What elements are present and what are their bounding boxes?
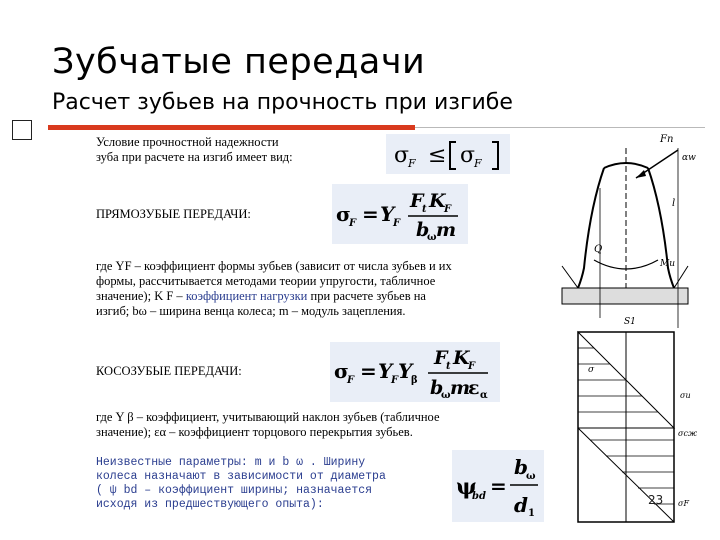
formula-spur: [332, 184, 468, 244]
formula-sub: ω: [526, 471, 536, 482]
formula-sub: F: [408, 157, 416, 170]
formula-sub: α: [480, 390, 488, 401]
formula-sigma: σ: [394, 143, 410, 168]
formula-helical: [330, 342, 500, 402]
formula-sub: F: [391, 375, 399, 386]
formula-sub: F: [444, 204, 452, 215]
formula-eps: ε: [468, 377, 480, 399]
formula-d: d: [514, 493, 528, 517]
title-underline-accent: [48, 125, 415, 130]
formula-b: b: [430, 377, 444, 399]
label-sigma-compress: σсж: [678, 429, 698, 438]
formula-sub: t: [422, 204, 427, 215]
spur-line-3-end: при расчете зубьев на: [307, 289, 426, 303]
slide-title: Зубчатые передачи: [52, 42, 426, 82]
formula-k: K: [429, 190, 446, 212]
formula-sub: F: [468, 361, 476, 372]
formula-eq: =: [490, 474, 507, 498]
spur-heading: ПРЯМОЗУБЫЕ ПЕРЕДАЧИ:: [96, 207, 251, 221]
formula-ft: F: [434, 347, 448, 369]
page-number: 23: [648, 493, 664, 507]
unknown-parameters-text: [96, 456, 436, 512]
formula-strength-condition: [386, 134, 510, 174]
label-sigma: σ: [588, 365, 595, 375]
label-length: l: [672, 198, 676, 209]
formula-psi: ψ: [456, 474, 477, 500]
helical-description: [96, 410, 556, 440]
formula-eq: =: [360, 359, 377, 383]
helical-line-2: значение); εα – коэффициент торцового перекрытия зубьев.: [96, 425, 413, 439]
formula-y: Y: [378, 359, 393, 383]
label-s1: S1: [624, 317, 636, 327]
formula-sigma: σ: [336, 202, 351, 226]
formula-k: K: [453, 347, 470, 369]
spur-line-2: формы, рассчитывается методами теории упругости, табличное: [96, 274, 436, 288]
formula-eq: =: [362, 202, 379, 226]
label-moment: Mu: [660, 259, 676, 269]
label-sigma-f: σF: [678, 499, 690, 508]
formula-sub: β: [411, 375, 418, 386]
formula-bracket-right: [492, 142, 498, 169]
spur-line-3: [96, 289, 556, 304]
formula-b: b: [514, 455, 528, 479]
formula-bracket-left: [450, 142, 456, 169]
helical-heading: КОСОЗУБЫЕ ПЕРЕДАЧИ:: [96, 364, 242, 378]
formula-ft: F: [410, 190, 424, 212]
spur-line-1: где YF – коэффициент формы зубьев (зависит от числа зубьев и их: [96, 259, 452, 273]
formula-m: m: [450, 377, 471, 399]
formula-sub: ω: [427, 232, 437, 243]
label-alpha-w: αw: [682, 153, 696, 163]
formula-sub: 1: [528, 508, 535, 519]
formula-sub: t: [446, 361, 451, 372]
label-force-fn: Fn: [660, 134, 674, 145]
condition-line-1: Условие прочностной надежности: [96, 135, 279, 149]
formula-sub: F: [474, 157, 482, 170]
formula-m: m: [436, 219, 457, 241]
formula-b: b: [416, 219, 430, 241]
spur-line-4: изгиб; bω – ширина венца колеса; m – модуль зацепления.: [96, 304, 406, 318]
spur-line-3-start: значение); K F –: [96, 289, 186, 303]
formula-width-coefficient: [452, 450, 544, 522]
formula-y-beta: Y: [398, 359, 413, 383]
condition-text: [96, 135, 293, 165]
formula-y: Y: [380, 202, 395, 226]
unknown-line-4: исходя из предшествующего опыта):: [96, 498, 324, 511]
label-q: Q: [594, 244, 603, 255]
unknown-line-2: колеса назначают в зависимости от диаметра: [96, 470, 386, 483]
label-sigma-bend: σи: [680, 391, 691, 400]
slide-subtitle: Расчет зубьев на прочность при изгибе: [52, 90, 513, 115]
formula-sub: F: [349, 218, 357, 229]
unknown-line-3: ( ψ bd – коэффициент ширины; назначается: [96, 484, 373, 497]
title-bullet-square: [12, 120, 32, 140]
tooth-stress-figure: [560, 128, 700, 533]
unknown-line-1: Неизвестные параметры: m и b ω . Ширину: [96, 456, 366, 469]
formula-leq: ≤: [428, 143, 447, 168]
formula-sigma: σ: [460, 143, 476, 168]
load-factor-term: коэффициент нагрузки: [185, 289, 308, 303]
spur-description: [96, 259, 556, 319]
formula-sub: bd: [472, 491, 486, 502]
condition-line-2: зуба при расчете на изгиб имеет вид:: [96, 150, 293, 164]
helical-line-1: где Y β – коэффициент, учитывающий наклон зубьев (табличное: [96, 410, 440, 424]
formula-sub: F: [393, 218, 401, 229]
formula-sub: F: [347, 375, 355, 386]
formula-sigma: σ: [334, 359, 349, 383]
formula-sub: ω: [441, 390, 451, 401]
